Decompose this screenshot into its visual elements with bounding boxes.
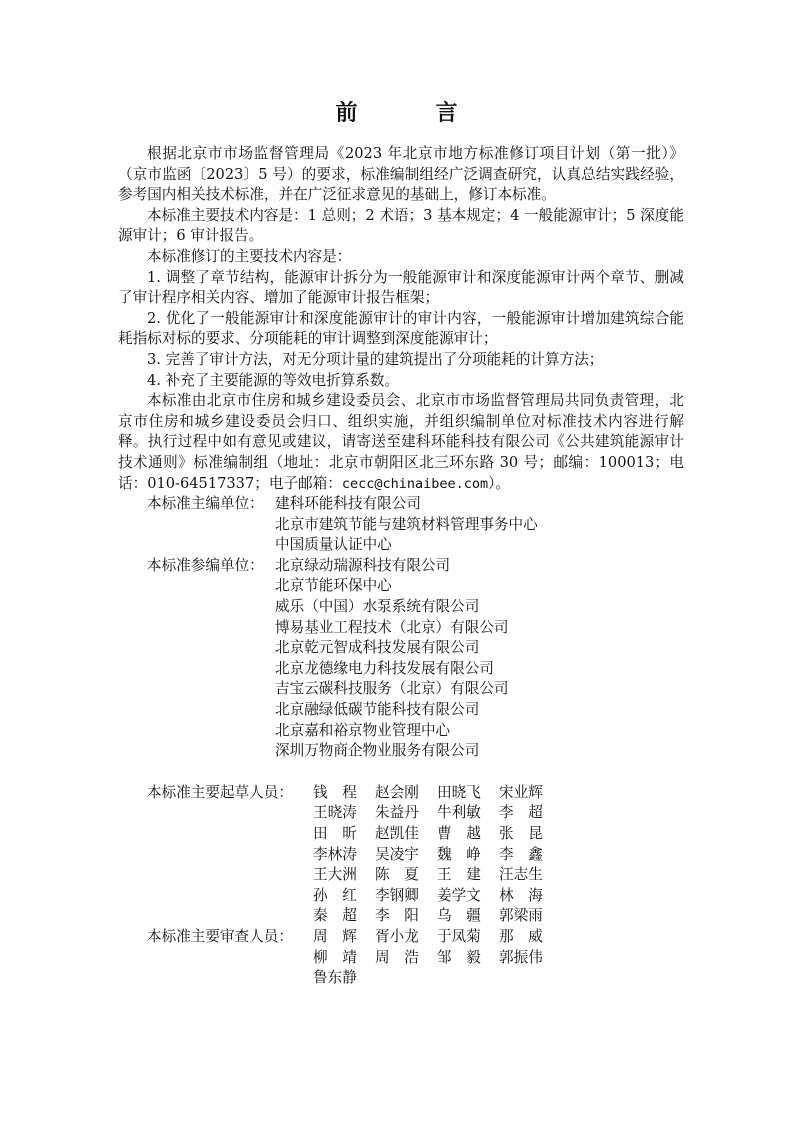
name-group <box>313 824 561 845</box>
paragraph-revision-item-3: 3. 完善了审计方法，对无分项计量的建筑提出了分项能耗的计算方法； <box>147 350 604 368</box>
label-spacer <box>118 824 313 845</box>
label-spacer <box>118 535 275 556</box>
person-name: 胥小龙 <box>375 927 419 945</box>
reviewers-block <box>118 927 684 989</box>
participant-unit: 北京嘉和裕京物业管理中心 <box>275 721 451 739</box>
paragraph-main-content: 本标准主要技术内容是：1 总则；2 术语；3 基本规定；4 一般能源审计；5 深度能源审计；6 审计报告。 <box>118 206 684 245</box>
chief-unit: 北京市建筑节能与建筑材料管理事务中心 <box>275 515 538 533</box>
person-name: 王 建 <box>437 866 481 884</box>
email-address: cecc@chinaibee.com <box>341 475 489 492</box>
person-name: 张 昆 <box>499 825 543 842</box>
participant-unit-row <box>118 618 684 639</box>
person-name: 朱益丹 <box>375 804 419 822</box>
label-spacer <box>118 638 275 659</box>
person-name: 李 超 <box>499 804 543 822</box>
person-name: 牛利敏 <box>437 804 481 822</box>
management-text: 本标准由北京市住房和城乡建设委员会、北京市市场监督管理局共同负责管理，北京市住房和城乡建设委员会归口、组织实施，并组织编制单位对标准技术内容进行解释。执行过程中如有意见或建议，请寄送至建科环能科技有限公司《公共建筑能源审计技术通则》标准编制组（地址：北京市朝阳区北三环东路 30 号；邮编：100013；电话：010-64517337；电子邮箱： <box>118 392 684 492</box>
label-spacer <box>118 865 313 886</box>
participant-unit-row <box>118 700 684 721</box>
participant-unit: 北京融绿低碳节能科技有限公司 <box>275 701 480 719</box>
chief-unit-row <box>118 515 684 536</box>
participant-unit: 博易基业工程技术（北京）有限公司 <box>275 618 509 636</box>
participant-unit-row <box>118 597 684 618</box>
person-name: 周 浩 <box>375 948 419 966</box>
reviewers-row <box>118 968 684 989</box>
label-spacer <box>118 906 313 927</box>
person-name: 邹 毅 <box>437 948 481 966</box>
chief-unit: 建科环能科技有限公司 <box>275 495 421 513</box>
person-name: 李 阳 <box>375 907 419 925</box>
label-spacer <box>118 886 313 907</box>
person-name: 吴凌宇 <box>375 845 419 863</box>
label-spacer <box>118 659 275 680</box>
drafters-row <box>118 803 684 824</box>
name-group <box>313 845 561 866</box>
person-name: 孙 红 <box>313 886 357 904</box>
participant-unit: 吉宝云碳科技服务（北京）有限公司 <box>275 680 509 698</box>
label-spacer <box>118 576 275 597</box>
person-name: 乌 疆 <box>437 907 481 925</box>
label-spacer <box>118 700 275 721</box>
person-name: 李林涛 <box>313 845 357 863</box>
name-group <box>313 927 561 948</box>
paragraph-revision-intro: 本标准修订的主要技术内容是： <box>147 247 352 265</box>
paragraph-revision-item-4: 4. 补充了主要能源的等效电折算系数。 <box>147 371 400 389</box>
page-title: 前 言 <box>335 100 486 126</box>
name-group <box>313 886 561 907</box>
section-gap <box>118 762 684 783</box>
drafters-row <box>118 783 684 804</box>
person-name: 魏 峥 <box>437 845 481 863</box>
label-spacer <box>118 597 275 618</box>
name-group <box>313 783 561 804</box>
participant-unit: 威乐（中国）水泵系统有限公司 <box>275 598 480 616</box>
paragraph-revision-item-1: 1. 调整了章节结构，能源审计拆分为一般能源审计和深度能源审计两个章节、删减了审计程序相关内容、增加了能源审计报告框架； <box>118 268 684 307</box>
person-name: 曹 越 <box>437 825 481 842</box>
participant-units-label: 本标准参编单位： <box>147 556 264 574</box>
participant-unit-row <box>118 679 684 700</box>
paragraph-basis: 根据北京市市场监督管理局《2023 年北京市地方标准修订项目计划（第一批）》（京市监函〔2023〕5 号）的要求，标准编制组经广泛调查研究，认真总结实践经验，参考国内相关技术标准，并在广泛征求意见的基础上，修订本标准。 <box>118 145 684 204</box>
person-name: 李 鑫 <box>499 845 543 863</box>
participant-unit-row <box>118 659 684 680</box>
participant-unit-row <box>118 741 684 762</box>
person-name: 赵会刚 <box>375 783 419 801</box>
label-spacer <box>118 721 275 742</box>
label-spacer <box>118 515 275 536</box>
participant-unit-row <box>118 556 684 577</box>
person-name: 田 昕 <box>313 825 357 842</box>
participant-unit-row <box>118 638 684 659</box>
name-group <box>313 865 561 886</box>
chief-unit-row <box>118 494 684 515</box>
person-name: 李钢卿 <box>375 886 419 904</box>
person-name: 王大洲 <box>313 866 357 884</box>
reviewers-row <box>118 948 684 969</box>
person-name: 周 辉 <box>313 927 357 945</box>
chief-units-label: 本标准主编单位： <box>147 495 264 513</box>
name-group <box>313 948 561 969</box>
person-name: 田晓飞 <box>437 783 481 801</box>
chief-unit-row <box>118 535 684 556</box>
name-group <box>313 906 561 927</box>
drafters-row <box>118 886 684 907</box>
person-name: 钱 程 <box>313 783 357 801</box>
reviewers-label: 本标准主要审查人员： <box>147 927 293 945</box>
drafters-row <box>118 906 684 927</box>
name-group <box>313 803 561 824</box>
label-spacer <box>118 803 313 824</box>
person-name: 于凤菊 <box>437 927 481 945</box>
participant-unit-row <box>118 576 684 597</box>
drafters-label: 本标准主要起草人员： <box>147 783 293 801</box>
participant-unit: 北京龙德缘电力科技发展有限公司 <box>275 659 494 677</box>
label-spacer <box>118 845 313 866</box>
person-name: 姜学文 <box>437 886 481 904</box>
person-name: 郭梁雨 <box>499 907 543 925</box>
person-name: 赵凯佳 <box>375 825 419 842</box>
person-name: 陈 夏 <box>375 866 419 884</box>
paragraph-revision-item-2: 2. 优化了一般能源审计和深度能源审计的审计内容，一般能源审计增加建筑综合能耗指标对标的要求、分项能耗的审计调整到深度能源审计； <box>118 309 684 348</box>
label-spacer <box>118 968 313 989</box>
label-spacer <box>118 948 313 969</box>
drafters-row <box>118 824 684 845</box>
participant-unit: 深圳万物商企物业服务有限公司 <box>275 742 480 760</box>
participant-unit: 北京节能环保中心 <box>275 577 392 595</box>
participant-unit-row <box>118 721 684 742</box>
drafters-row <box>118 845 684 866</box>
person-name: 柳 靖 <box>313 948 357 966</box>
person-name: 鲁东静 <box>313 969 357 987</box>
person-name: 王晓涛 <box>313 804 357 822</box>
chief-units-block <box>118 494 684 556</box>
label-spacer <box>118 741 275 762</box>
chief-unit: 中国质量认证中心 <box>275 536 392 554</box>
person-name: 郭振伟 <box>499 948 543 966</box>
reviewers-row <box>118 927 684 948</box>
preface-body <box>118 144 684 989</box>
label-spacer <box>118 618 275 639</box>
person-name: 宋业辉 <box>499 783 543 801</box>
label-spacer <box>118 679 275 700</box>
person-name: 秦 超 <box>313 907 357 925</box>
participant-unit: 北京绿动瑞源科技有限公司 <box>275 556 451 574</box>
participant-units-block <box>118 556 684 762</box>
name-group <box>313 968 375 989</box>
participant-unit: 北京乾元智成科技发展有限公司 <box>275 639 480 657</box>
person-name: 那 威 <box>499 927 543 945</box>
person-name: 汪志生 <box>499 866 543 884</box>
paragraph-management <box>118 391 684 494</box>
drafters-row <box>118 865 684 886</box>
email-tail: ）。 <box>488 474 511 492</box>
person-name: 林 海 <box>499 886 543 904</box>
drafters-block <box>118 783 684 927</box>
